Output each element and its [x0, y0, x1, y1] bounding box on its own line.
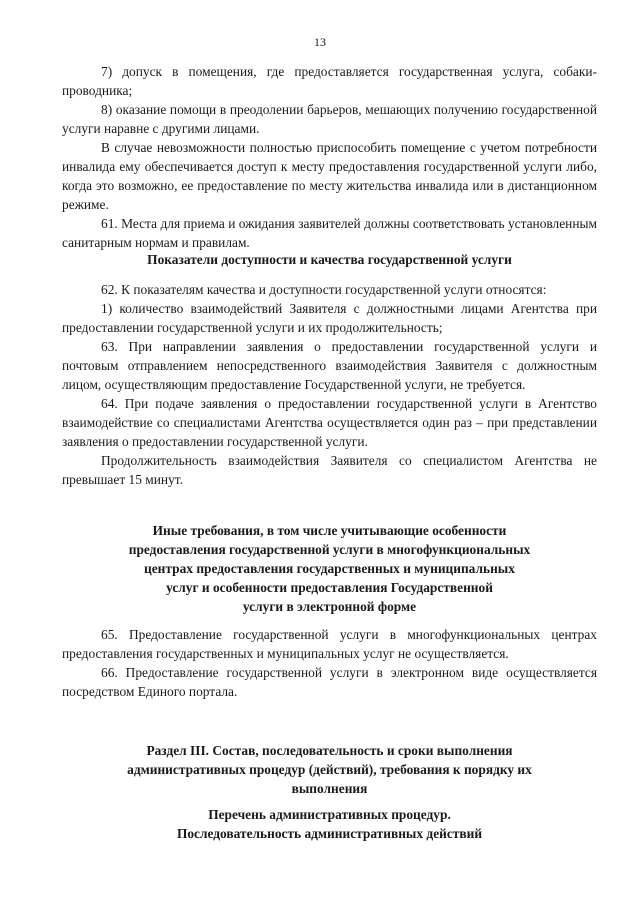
paragraph-accessibility-note: В случае невозможности полностью приспособить помещение с учетом потребности инвалида ему обеспечивается доступ к месту предоставления государственной услуги либо, когда это возможно, ее предоставление по месту жительства инвалида или в дистанционном режиме. — [62, 140, 597, 212]
paragraph-63: 63. При направлении заявления о предоставлении государственной услуги и почтовым отправлением непосредственного взаимодействия Заявителя с должностным лицом, осуществляющим предоставление Государственной услуги, не требуется. — [62, 339, 597, 392]
heading-line: центрах предоставления государственных и муниципальных — [144, 561, 515, 576]
heading-line: услуги в электронной форме — [242, 599, 417, 614]
section-heading-procedures — [62, 805, 597, 843]
other-requirements-section — [62, 625, 597, 701]
heading-indicators: Показатели доступности и качества государственной услуги — [147, 252, 512, 267]
paragraph-item-8: 8) оказание помощи в преодолении барьеров, мешающих получению государственной услуги наравне с другими лицами. — [62, 102, 597, 136]
heading-line: услуг и особенности предоставления Государственной — [166, 580, 493, 595]
heading-line: административных процедур (действий), требования к порядку их — [127, 762, 532, 777]
paragraph-64: 64. При подаче заявления о предоставлении государственной услуги в Агентство взаимодействие со специалистами Агентства осуществляется один раз – при представлении заявления о предоставлении государственной услуги. — [62, 396, 597, 449]
section-heading-other-requirements — [62, 521, 597, 616]
heading-line: Раздел III. Состав, последовательность и сроки выполнения — [146, 743, 513, 758]
section-heading-part-3 — [62, 741, 597, 798]
paragraph-62-item-1: 1) количество взаимодействий Заявителя с должностными лицами Агентства при предоставлении государственной услуги и их продолжительность; — [62, 301, 597, 335]
heading-line: Последовательность административных действий — [176, 826, 483, 841]
paragraph-62: 62. К показателям качества и доступности государственной услуги относятся: — [101, 282, 547, 297]
paragraph-item-7: 7) допуск в помещения, где предоставляется государственная услуга, собаки-проводника; — [62, 64, 597, 98]
paragraph-61: 61. Места для приема и ожидания заявителей должны соответствовать установленным санитарным нормам и правилам. — [62, 216, 597, 250]
requirements-list — [62, 62, 597, 252]
heading-line: выполнения — [291, 781, 368, 796]
heading-line: Перечень административных процедур. — [208, 807, 451, 822]
indicators-section — [62, 280, 597, 489]
heading-line: предоставления государственной услуги в многофункциональных — [128, 542, 531, 557]
paragraph-66: 66. Предоставление государственной услуги в электронном виде осуществляется посредством Единого портала. — [62, 665, 597, 699]
heading-line: Иные требования, в том числе учитывающие особенности — [152, 523, 507, 538]
paragraph-duration: Продолжительность взаимодействия Заявителя со специалистом Агентства не превышает 15 минут. — [62, 453, 597, 487]
section-heading-indicators — [62, 250, 597, 269]
paragraph-65: 65. Предоставление государственной услуги в многофункциональных центрах предоставления государственных и муниципальных услуг не осуществляется. — [62, 627, 597, 661]
page-number: 13 — [314, 35, 326, 49]
